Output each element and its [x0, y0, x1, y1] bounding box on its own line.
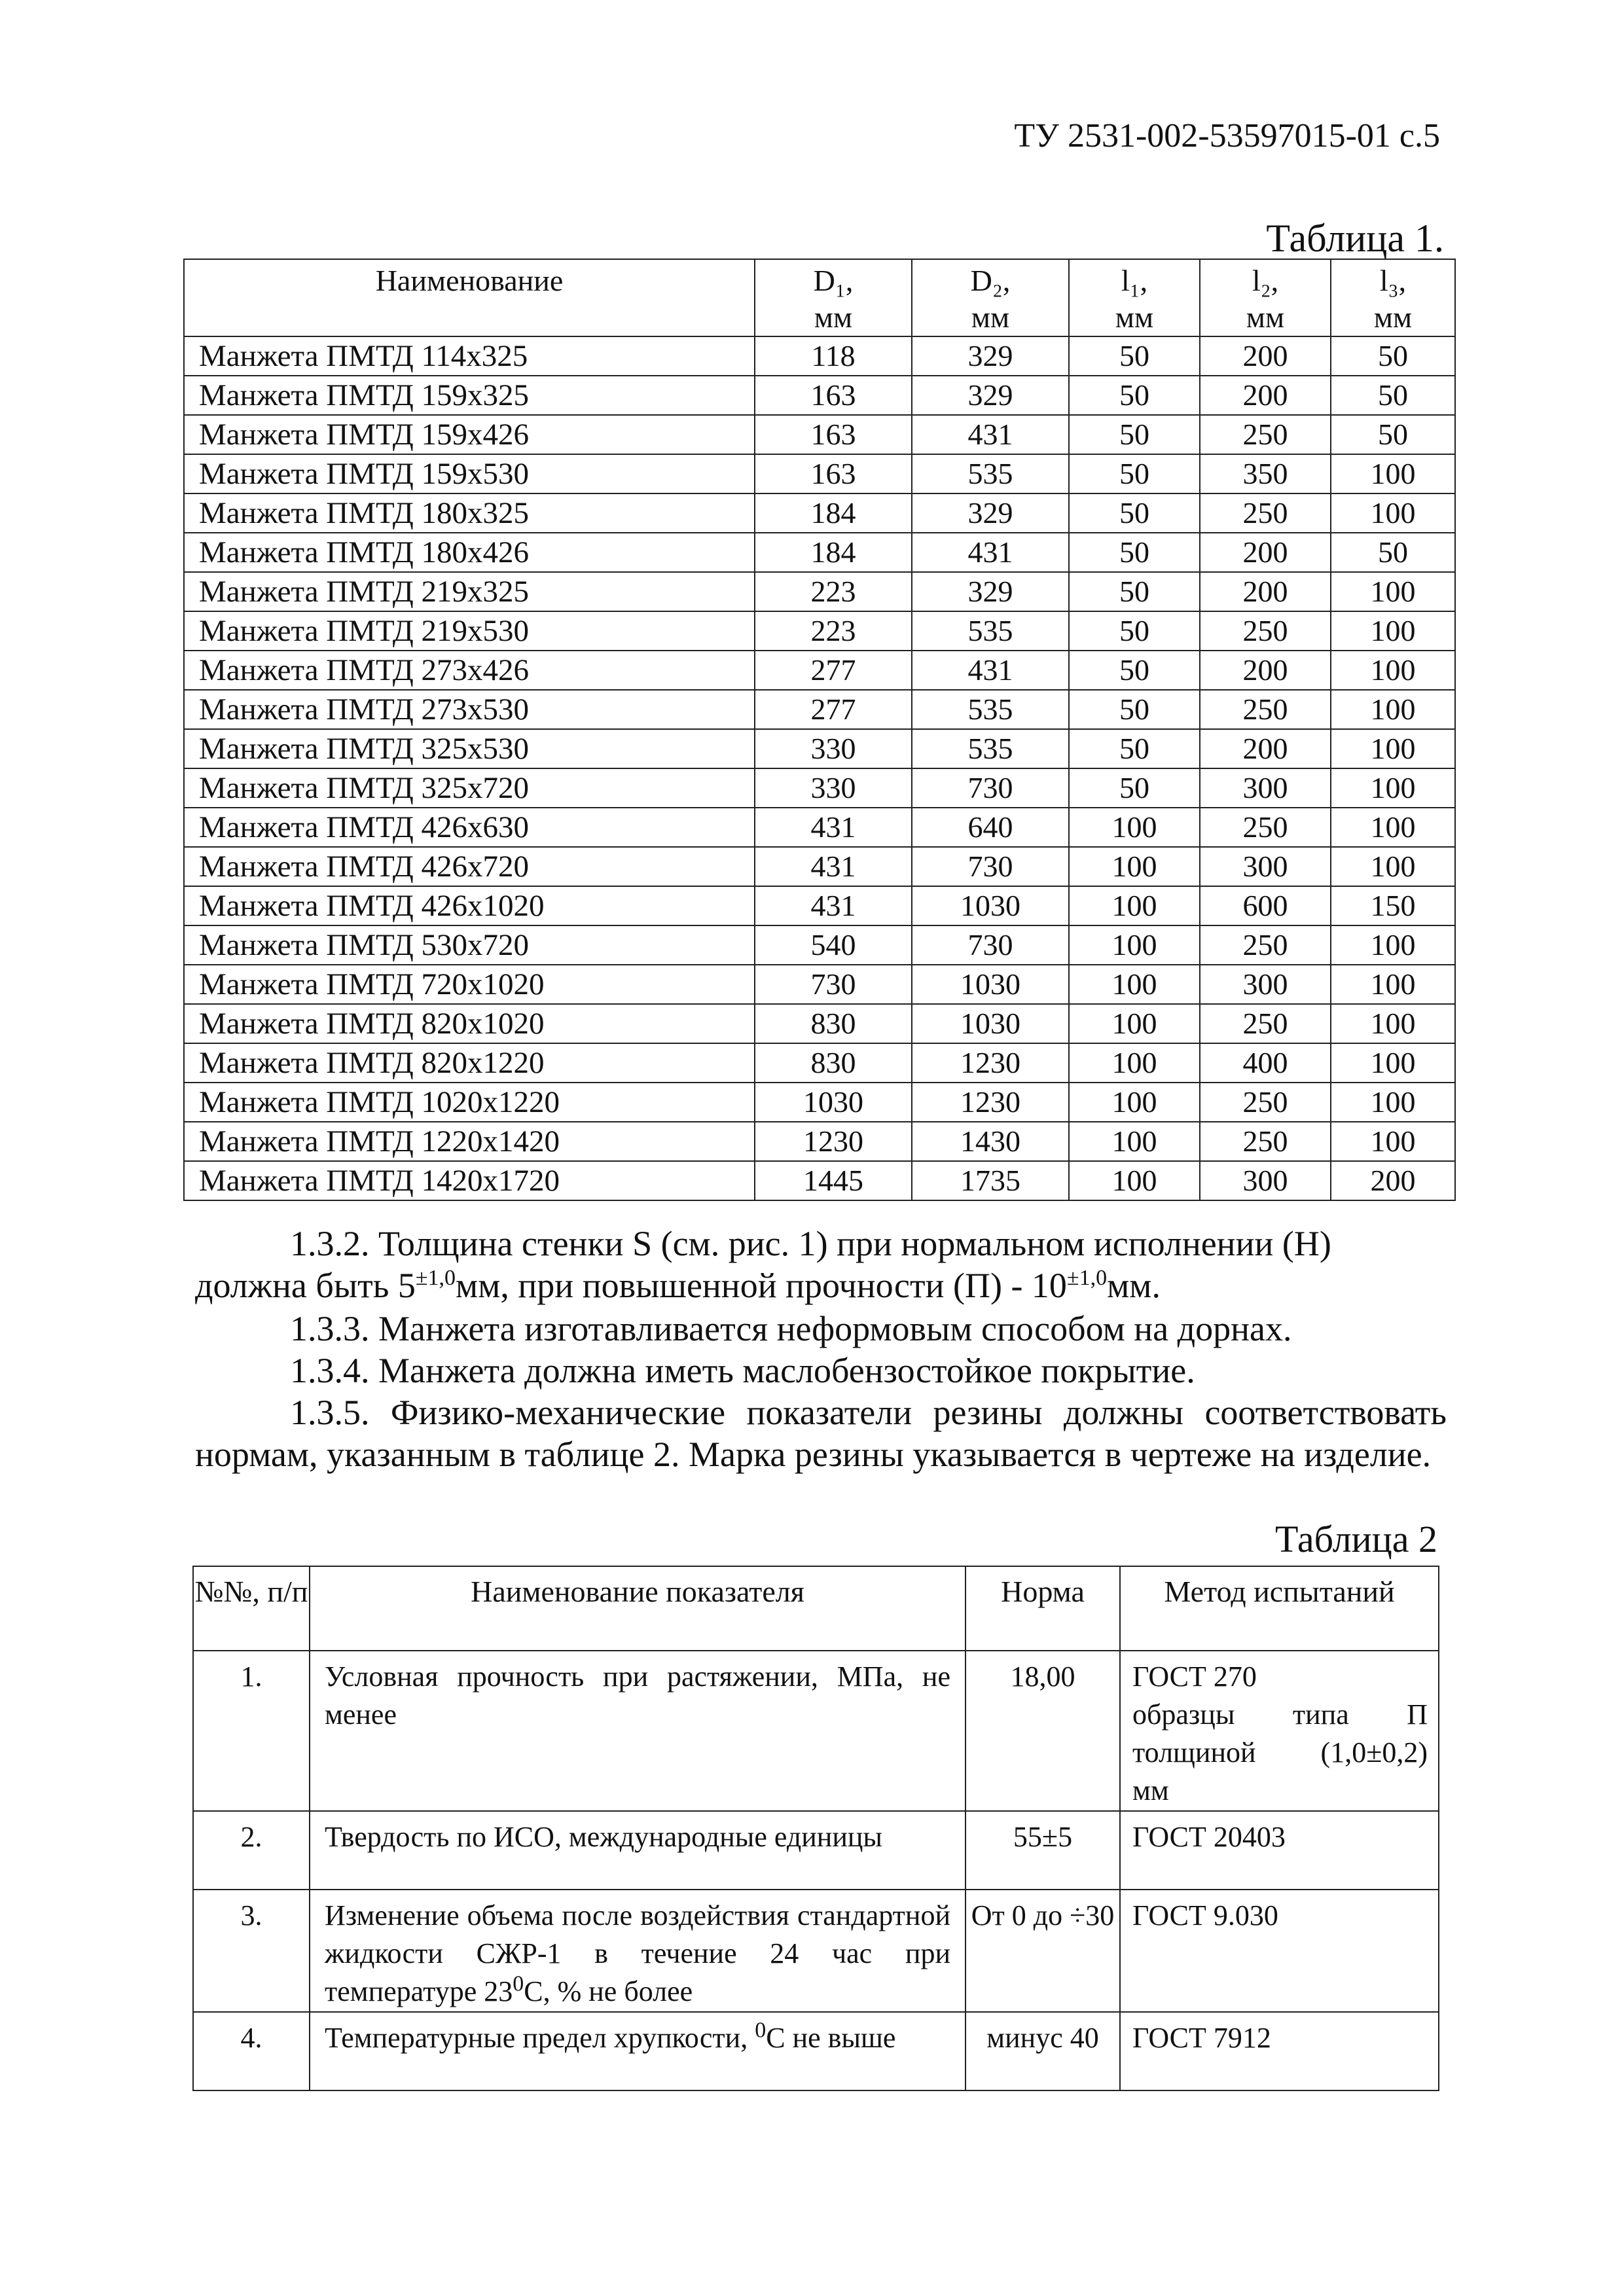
table2-header-row — [193, 1566, 1439, 1651]
table1-cell-value: 100 — [1069, 1004, 1200, 1043]
table1-cell-value: 163 — [755, 454, 912, 493]
table2-cell-norm: 18,00 — [965, 1651, 1120, 1811]
table2-header-cell: Норма — [965, 1566, 1120, 1651]
table1-cell-value: 250 — [1200, 1083, 1331, 1122]
table1-caption: Таблица 1. — [1266, 217, 1444, 260]
table1-cell-value: 100 — [1069, 925, 1200, 965]
table1-cell-value: 100 — [1331, 651, 1455, 690]
table1-cell-value: 730 — [912, 925, 1069, 965]
table1-row — [184, 847, 1455, 886]
table1-cell-value: 100 — [1069, 1083, 1200, 1122]
paragraph-1-3-2: 1.3.2. Толщина стенки S (см. рис. 1) при нормальном исполнении (Н) должна быть $5^{\pm 1,0}мм$, при повышенной прочности $(П) - 10^{\pm 1,0}мм$. — [195, 1224, 1331, 1305]
table1-cell-value: 50 — [1069, 493, 1200, 533]
table1-cell-value: 250 — [1200, 611, 1331, 651]
table1-cell-value: 431 — [755, 808, 912, 847]
table1-cell-value: 350 — [1200, 454, 1331, 493]
table1-cell-value: 250 — [1200, 690, 1331, 729]
table1-cell-value: 330 — [755, 768, 912, 808]
table1-cell-value: 50 — [1069, 454, 1200, 493]
table1-cell-value: 250 — [1200, 493, 1331, 533]
table1-header-cell: Наименование — [184, 259, 755, 336]
table1-cell-value: 1445 — [755, 1161, 912, 1200]
table1-cell-value: 50 — [1069, 611, 1200, 651]
table1-cell-value: 200 — [1200, 572, 1331, 611]
table1-cell-value: 163 — [755, 415, 912, 454]
table1-cell-value: 600 — [1200, 886, 1331, 925]
table1-cell-value: 100 — [1069, 1043, 1200, 1083]
table2-cell-name: Твердость по ИСО, международные единицы — [310, 1811, 965, 1890]
table1-cell-value: 223 — [755, 611, 912, 651]
table2-cell-method: ГОСТ 270 образцы типа П толщиной (1,0±0,2) мм — [1120, 1651, 1439, 1811]
table1-row — [184, 1122, 1455, 1161]
table1-cell-value: 50 — [1331, 376, 1455, 415]
table1-cell-value: 150 — [1331, 886, 1455, 925]
table1-cell-value: 100 — [1331, 768, 1455, 808]
table1-cell-name: Манжета ПМТД 273х426 — [184, 651, 755, 690]
table1-cell-value: 50 — [1069, 415, 1200, 454]
table1-cell-value: 431 — [912, 651, 1069, 690]
table1-cell-value: 1430 — [912, 1122, 1069, 1161]
table1-cell-value: 100 — [1331, 1043, 1455, 1083]
table1-cell-name: Манжета ПМТД 426х720 — [184, 847, 755, 886]
table1-cell-name: Манжета ПМТД 180х426 — [184, 533, 755, 572]
paragraph-1-3-5: 1.3.5. Физико-механические показатели резины должны соответствовать нормам, указанным в таблице 2. Марка резины указывается в чертеже на изделие. — [195, 1393, 1447, 1474]
table1 — [183, 259, 1456, 1201]
table1-cell-value: 250 — [1200, 415, 1331, 454]
table1-cell-value: 277 — [755, 690, 912, 729]
table1-cell-value: 535 — [912, 690, 1069, 729]
table1-row — [184, 415, 1455, 454]
table2-header-cell: Наименование показателя — [310, 1566, 965, 1651]
table1-cell-value: 50 — [1069, 336, 1200, 376]
table1-cell-value: 300 — [1200, 1161, 1331, 1200]
table1-cell-value: 50 — [1069, 768, 1200, 808]
table1-cell-value: 431 — [755, 886, 912, 925]
table1-cell-value: 640 — [912, 808, 1069, 847]
table1-row — [184, 651, 1455, 690]
table1-cell-value: 1230 — [912, 1083, 1069, 1122]
table1-header-cell: D₂, мм — [912, 259, 1069, 336]
table1-row — [184, 1043, 1455, 1083]
table1-cell-value: 431 — [912, 533, 1069, 572]
table1-cell-value: 100 — [1331, 729, 1455, 768]
table1-cell-value: 50 — [1069, 572, 1200, 611]
table2-cell-method: ГОСТ 9.030 — [1120, 1890, 1439, 2012]
table1-cell-value: 300 — [1200, 847, 1331, 886]
table1-cell-value: 100 — [1069, 847, 1200, 886]
table1-cell-value: 100 — [1331, 965, 1455, 1004]
table1-cell-value: 100 — [1331, 454, 1455, 493]
table1-cell-name: Манжета ПМТД 219х325 — [184, 572, 755, 611]
table1-cell-value: 50 — [1331, 533, 1455, 572]
page-header: ТУ 2531-002-53597015-01 с.5 — [1014, 117, 1440, 154]
table2-caption: Таблица 2 — [1274, 1518, 1437, 1560]
table1-cell-value: 100 — [1069, 1161, 1200, 1200]
table1-cell-value: 1030 — [755, 1083, 912, 1122]
table1-cell-name: Манжета ПМТД 219х530 — [184, 611, 755, 651]
table1-cell-value: 250 — [1200, 808, 1331, 847]
table1-row — [184, 1161, 1455, 1200]
table1-cell-name: Манжета ПМТД 820х1020 — [184, 1004, 755, 1043]
table2-cell-norm: От 0 до ÷30 — [965, 1890, 1120, 2012]
table1-cell-value: 330 — [755, 729, 912, 768]
table1-cell-value: 535 — [912, 729, 1069, 768]
table1-header-cell: D₁, мм — [755, 259, 912, 336]
table1-cell-value: 100 — [1331, 572, 1455, 611]
table1-cell-name: Манжета ПМТД 426х630 — [184, 808, 755, 847]
table1-cell-name: Манжета ПМТД 530х720 — [184, 925, 755, 965]
table1-row — [184, 572, 1455, 611]
paragraph-1-3-3: 1.3.3. Манжета изготавливается неформовым способом на дорнах. — [290, 1309, 1292, 1348]
table1-cell-value: 100 — [1331, 690, 1455, 729]
table2-header-cell: Метод испытаний — [1120, 1566, 1439, 1651]
table1-cell-value: 250 — [1200, 1004, 1331, 1043]
table1-cell-value: 200 — [1331, 1161, 1455, 1200]
table1-cell-value: 250 — [1200, 925, 1331, 965]
table1-cell-name: Манжета ПМТД 114х325 — [184, 336, 755, 376]
paragraph-1-3-4: 1.3.4. Манжета должна иметь маслобензостойкое покрытие. — [290, 1351, 1195, 1390]
table1-cell-name: Манжета ПМТД 1220х1420 — [184, 1122, 755, 1161]
table1-row — [184, 336, 1455, 376]
table1-cell-name: Манжета ПМТД 159х426 — [184, 415, 755, 454]
table1-cell-value: 50 — [1069, 729, 1200, 768]
table1-cell-name: Манжета ПМТД 720х1020 — [184, 965, 755, 1004]
table1-cell-name: Манжета ПМТД 1020х1220 — [184, 1083, 755, 1122]
table2-header-cell: №№, п/п — [193, 1566, 310, 1651]
table1-cell-value: 200 — [1200, 336, 1331, 376]
table1-row — [184, 1083, 1455, 1122]
table1-cell-value: 100 — [1069, 886, 1200, 925]
table2-cell-name: Изменение объема после воздействия стандартной жидкости СЖР-1 в течение 24 час при температуре $23^0С$, % не более — [310, 1890, 965, 2012]
table1-cell-value: 100 — [1331, 1083, 1455, 1122]
table1-cell-name: Манжета ПМТД 1420х1720 — [184, 1161, 755, 1200]
table1-cell-value: 100 — [1331, 847, 1455, 886]
table1-cell-name: Манжета ПМТД 159х325 — [184, 376, 755, 415]
table1-cell-value: 100 — [1331, 611, 1455, 651]
table1-cell-name: Манжета ПМТД 159х530 — [184, 454, 755, 493]
table1-cell-value: 200 — [1200, 729, 1331, 768]
table1-cell-value: 300 — [1200, 768, 1331, 808]
table1-row — [184, 808, 1455, 847]
table2-row — [193, 1890, 1439, 2012]
table1-cell-value: 50 — [1331, 415, 1455, 454]
table1-cell-value: 184 — [755, 533, 912, 572]
table1-cell-value: 329 — [912, 336, 1069, 376]
table1-cell-value: 163 — [755, 376, 912, 415]
table1-header-cell: l₁, мм — [1069, 259, 1200, 336]
table1-cell-value: 50 — [1331, 336, 1455, 376]
table1-cell-value: 329 — [912, 493, 1069, 533]
table1-cell-name: Манжета ПМТД 273х530 — [184, 690, 755, 729]
table1-cell-value: 730 — [912, 768, 1069, 808]
table1-row — [184, 729, 1455, 768]
table1-cell-value: 100 — [1331, 1004, 1455, 1043]
table2-row — [193, 2012, 1439, 2090]
table2-cell-number: 3. — [193, 1890, 310, 2012]
table1-cell-value: 329 — [912, 376, 1069, 415]
table2-cell-number: 4. — [193, 2012, 310, 2090]
table2-cell-name: Температурные предел хрупкости, $^0$С не выше — [310, 2012, 965, 2090]
table2-row — [193, 1811, 1439, 1890]
table2-cell-method: ГОСТ 20403 — [1120, 1811, 1439, 1890]
table2-cell-name: Условная прочность при растяжении, МПа, не менее — [310, 1651, 965, 1811]
table1-cell-value: 100 — [1069, 808, 1200, 847]
table1-row — [184, 925, 1455, 965]
table1-cell-value: 535 — [912, 611, 1069, 651]
table1-cell-value: 1230 — [755, 1122, 912, 1161]
table1-cell-value: 1230 — [912, 1043, 1069, 1083]
table1-row — [184, 690, 1455, 729]
table1-cell-value: 184 — [755, 493, 912, 533]
table1-cell-value: 200 — [1200, 533, 1331, 572]
table1-cell-name: Манжета ПМТД 820х1220 — [184, 1043, 755, 1083]
table1-cell-value: 329 — [912, 572, 1069, 611]
table1-row — [184, 611, 1455, 651]
table1-body — [184, 336, 1455, 1200]
table1-cell-value: 540 — [755, 925, 912, 965]
table1-cell-value: 100 — [1331, 808, 1455, 847]
table1-cell-value: 100 — [1331, 493, 1455, 533]
table1-cell-value: 277 — [755, 651, 912, 690]
table2-cell-norm: 55±5 — [965, 1811, 1120, 1890]
table1-cell-value: 830 — [755, 1004, 912, 1043]
table1-header-cell: l₂, мм — [1200, 259, 1331, 336]
table2-cell-method: ГОСТ 7912 — [1120, 2012, 1439, 2090]
table1-row — [184, 886, 1455, 925]
table1-row — [184, 965, 1455, 1004]
table1-row — [184, 533, 1455, 572]
table1-cell-name: Манжета ПМТД 325х530 — [184, 729, 755, 768]
table1-cell-value: 400 — [1200, 1043, 1331, 1083]
table1-row — [184, 376, 1455, 415]
table1-row — [184, 493, 1455, 533]
table1-cell-value: 1030 — [912, 886, 1069, 925]
table1-cell-value: 223 — [755, 572, 912, 611]
table1-row — [184, 768, 1455, 808]
table1-cell-value: 1030 — [912, 1004, 1069, 1043]
table1-cell-name: Манжета ПМТД 426х1020 — [184, 886, 755, 925]
table1-cell-value: 50 — [1069, 376, 1200, 415]
table2-cell-norm: минус 40 — [965, 2012, 1120, 2090]
table1-cell-value: 50 — [1069, 651, 1200, 690]
table1-cell-value: 431 — [755, 847, 912, 886]
table2-cell-number: 2. — [193, 1811, 310, 1890]
table1-cell-value: 535 — [912, 454, 1069, 493]
table1-cell-value: 50 — [1069, 690, 1200, 729]
table1-row — [184, 1004, 1455, 1043]
table1-cell-value: 118 — [755, 336, 912, 376]
table1-cell-value: 100 — [1069, 965, 1200, 1004]
table1-header-row — [184, 259, 1455, 336]
table1-cell-value: 730 — [912, 847, 1069, 886]
table2-cell-number: 1. — [193, 1651, 310, 1811]
table1-cell-value: 100 — [1331, 925, 1455, 965]
table1-cell-value: 100 — [1331, 1122, 1455, 1161]
table2 — [192, 1566, 1439, 2091]
table1-cell-value: 830 — [755, 1043, 912, 1083]
table1-cell-name: Манжета ПМТД 180х325 — [184, 493, 755, 533]
table1-cell-value: 100 — [1069, 1122, 1200, 1161]
table2-row — [193, 1651, 1439, 1811]
table1-cell-value: 300 — [1200, 965, 1331, 1004]
table1-cell-value: 200 — [1200, 651, 1331, 690]
table1-cell-value: 200 — [1200, 376, 1331, 415]
table1-cell-name: Манжета ПМТД 325х720 — [184, 768, 755, 808]
table1-cell-value: 1735 — [912, 1161, 1069, 1200]
table1-header-cell: l₃, мм — [1331, 259, 1455, 336]
table1-row — [184, 454, 1455, 493]
table1-cell-value: 250 — [1200, 1122, 1331, 1161]
table1-cell-value: 730 — [755, 965, 912, 1004]
table1-cell-value: 50 — [1069, 533, 1200, 572]
table1-cell-value: 431 — [912, 415, 1069, 454]
table1-cell-value: 1030 — [912, 965, 1069, 1004]
